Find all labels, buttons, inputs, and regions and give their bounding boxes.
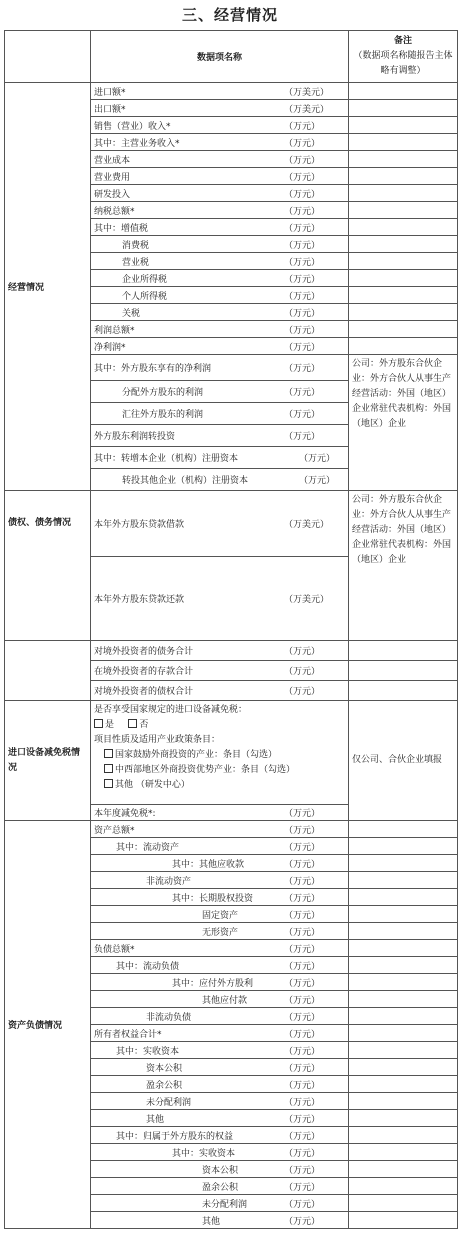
row-label: 营业成本: [94, 155, 131, 166]
row-unit: （万元）: [284, 1114, 321, 1125]
row-label: 本年外方股东贷款还款: [94, 595, 185, 605]
note-cell[interactable]: [349, 1178, 458, 1195]
row-label: 其中：外方股东享有的净利润: [94, 364, 212, 374]
note-cell[interactable]: [349, 1059, 458, 1076]
column-header-note: [349, 31, 458, 83]
note-cell-shareholder: 公司：外方股东合伙企业：外方合伙人从事生产经营活动：外国（地区）企业常驻代表机构：外国（地区）企业: [349, 491, 458, 641]
row-label: 利润总额*: [94, 325, 135, 336]
row-label: 其中：流动资产: [116, 842, 180, 853]
import-question-2: 项目性质及适用产业政策条目：: [94, 735, 221, 745]
table-row: [5, 821, 458, 838]
row-unit: （万元）: [284, 388, 321, 398]
row-unit: （万元）: [284, 274, 321, 285]
no-label: 否: [139, 720, 149, 730]
note-header-body: （数据项名称随报告主体略有调整）: [353, 51, 453, 76]
row-label: 其中：实收资本: [172, 1148, 236, 1159]
row-unit: （万元）: [284, 809, 321, 819]
note-cell[interactable]: [349, 641, 458, 661]
note-cell[interactable]: [349, 821, 458, 838]
row-label: 未分配利润: [146, 1097, 192, 1108]
row-label: 企业所得税: [122, 274, 168, 285]
row-unit: （万元）: [284, 1063, 321, 1074]
note-cell-shareholder: 公司：外方股东合伙企业：外方合伙人从事生产经营活动：外国（地区）企业常驻代表机构：外国（地区）企业: [349, 355, 458, 491]
row-label: 负债总额*: [94, 944, 135, 955]
row-label: 出口额*: [94, 104, 126, 115]
row-label: 转投其他企业（机构）注册资本: [122, 476, 249, 486]
row-label: 进口额*: [94, 87, 126, 98]
note-cell[interactable]: [349, 661, 458, 681]
row-unit: （万元）: [284, 172, 321, 183]
note-cell[interactable]: [349, 134, 458, 151]
row-unit: （万元）: [284, 978, 321, 989]
row-label: 无形资产: [202, 927, 239, 938]
data-table: [4, 30, 458, 1229]
row-unit: （万元）: [284, 1131, 321, 1142]
note-cell[interactable]: [349, 1093, 458, 1110]
note-cell[interactable]: [349, 236, 458, 253]
note-cell[interactable]: [349, 1144, 458, 1161]
row-label: 本年度减免税*:: [94, 809, 156, 819]
table-header-row: [5, 31, 458, 83]
note-cell[interactable]: [349, 1025, 458, 1042]
row-unit: （万元）: [284, 121, 321, 132]
table-row: [5, 701, 458, 805]
option-label: 国家鼓励外商投资的产业：条目（勾选）: [115, 750, 278, 760]
row-unit: （万元）: [284, 667, 321, 677]
note-cell[interactable]: [349, 855, 458, 872]
row-label: 所有者权益合计*: [94, 1029, 162, 1040]
checkbox-yes[interactable]: [94, 719, 103, 728]
section-label-balance: 资产负债情况: [5, 821, 91, 1229]
note-cell[interactable]: [349, 906, 458, 923]
row-unit: （万元）: [284, 1148, 321, 1159]
row-label: 资产总额*: [94, 825, 135, 836]
note-cell-import: 仅公司、合伙企业填报: [349, 701, 458, 821]
row-unit: （万元）: [284, 944, 321, 955]
row-unit: （万元）: [284, 893, 321, 904]
section-label-debt: 债权、债务情况: [5, 491, 91, 641]
note-cell[interactable]: [349, 253, 458, 270]
row-label: 盈余公积: [146, 1080, 183, 1091]
row-label: 其中：主营业务收入*: [94, 138, 180, 149]
row-unit: （万元）: [284, 364, 321, 374]
section-label-ops: 经营情况: [5, 83, 91, 491]
section-label-import: 进口设备减免税情况: [5, 701, 91, 821]
row-label: 其中：实收资本: [116, 1046, 180, 1057]
row-unit: （万元）: [299, 476, 336, 486]
row-label: 分配外方股东的利润: [122, 388, 204, 398]
row-unit: （万元）: [284, 410, 321, 420]
row-unit: （万元）: [284, 1029, 321, 1040]
row-label: 其中：归属于外方股东的权益: [116, 1131, 234, 1142]
row-label: 研发投入: [94, 189, 131, 200]
page-title: 三、经营情况: [181, 6, 278, 24]
note-cell[interactable]: [349, 304, 458, 321]
row-unit: （万元）: [284, 223, 321, 234]
row-unit: （万元）: [284, 910, 321, 921]
note-cell[interactable]: [349, 991, 458, 1008]
row-label: 个人所得税: [122, 291, 168, 302]
note-cell[interactable]: [349, 117, 458, 134]
row-label: 非流动负债: [146, 1012, 192, 1023]
note-cell[interactable]: [349, 1161, 458, 1178]
note-cell[interactable]: [349, 940, 458, 957]
note-header-title: 备注: [393, 36, 412, 46]
import-question-1: 是否享受国家规定的进口设备减免税：: [94, 705, 248, 715]
row-unit: （万元）: [284, 995, 321, 1006]
row-label: 纳税总额*: [94, 206, 135, 217]
note-cell[interactable]: [349, 889, 458, 906]
row-label: 资本公积: [202, 1165, 239, 1176]
note-cell[interactable]: [349, 1127, 458, 1144]
note-cell[interactable]: [349, 974, 458, 991]
note-cell[interactable]: [349, 321, 458, 338]
row-unit: （万美元）: [284, 520, 330, 530]
note-cell[interactable]: [349, 1195, 458, 1212]
row-label: 盈余公积: [202, 1182, 239, 1193]
note-cell[interactable]: [349, 923, 458, 940]
note-cell[interactable]: [349, 83, 458, 100]
row-unit: （万元）: [284, 138, 321, 149]
note-cell[interactable]: [349, 1042, 458, 1059]
table-row: [5, 83, 458, 100]
import-options-cell: [91, 701, 349, 805]
row-unit: （万元）: [284, 1182, 321, 1193]
table-row: [5, 641, 458, 661]
row-unit: （万元）: [284, 1097, 321, 1108]
yes-label: 是: [105, 720, 115, 730]
row-label: 其他: [146, 1114, 165, 1125]
row-unit: （万元）: [284, 308, 321, 319]
row-label: 净利润*: [94, 342, 126, 353]
column-header-name: 数据项名称: [91, 31, 349, 83]
row-unit: （万元）: [284, 647, 321, 657]
note-cell[interactable]: [349, 202, 458, 219]
row-unit: （万元）: [284, 1046, 321, 1057]
note-cell[interactable]: [349, 219, 458, 236]
option-label: 中西部地区外商投资优势产业：条目（勾选）: [115, 765, 296, 775]
row-label: 其他应付款: [202, 995, 248, 1006]
note-cell[interactable]: [349, 1212, 458, 1229]
row-label: 其他: [202, 1216, 221, 1227]
note-cell[interactable]: [349, 168, 458, 185]
row-unit: （万元）: [284, 325, 321, 336]
note-cell[interactable]: [349, 1076, 458, 1093]
note-cell[interactable]: [349, 100, 458, 117]
note-cell[interactable]: [349, 681, 458, 701]
row-label: 本年外方股东贷款借款: [94, 520, 185, 530]
yes-no-choice: [94, 718, 345, 733]
row-unit: （万美元）: [284, 87, 330, 98]
row-label: 其中：其他应收款: [172, 859, 245, 870]
checkbox-other[interactable]: [104, 779, 113, 788]
note-cell[interactable]: [349, 270, 458, 287]
row-unit: （万元）: [284, 825, 321, 836]
option-row: [94, 778, 345, 793]
note-cell[interactable]: [349, 1110, 458, 1127]
row-label: 营业税: [122, 257, 150, 268]
row-unit: （万元）: [284, 1216, 321, 1227]
row-unit: （万元）: [284, 155, 321, 166]
option-row: [94, 763, 345, 778]
note-cell[interactable]: [349, 872, 458, 889]
row-unit: （万美元）: [284, 595, 330, 605]
row-label: 外方股东利润转投资: [94, 432, 176, 442]
row-label: 其中：应付外方股利: [172, 978, 254, 989]
row-label: 资本公积: [146, 1063, 183, 1074]
checkbox-central-western[interactable]: [104, 764, 113, 773]
row-unit: （万元）: [299, 454, 336, 464]
note-cell[interactable]: [349, 151, 458, 168]
row-unit: （万元）: [284, 876, 321, 887]
row-unit: （万元）: [284, 189, 321, 200]
row-label: 对境外投资者的债权合计: [94, 687, 194, 697]
row-unit: （万元）: [284, 961, 321, 972]
row-unit: （万元）: [284, 257, 321, 268]
row-unit: （万元）: [284, 859, 321, 870]
row-unit: （万元）: [284, 291, 321, 302]
row-label: 关税: [122, 308, 141, 319]
row-label: 其中：长期股权投资: [172, 893, 254, 904]
checkbox-encouraged[interactable]: [104, 749, 113, 758]
row-label: 未分配利润: [202, 1199, 248, 1210]
row-unit: （万元）: [284, 1080, 321, 1091]
checkbox-no[interactable]: [128, 719, 137, 728]
row-label: 其中：流动负债: [116, 961, 180, 972]
row-label: 营业费用: [94, 172, 131, 183]
row-label: 其中：增值税: [94, 223, 149, 234]
row-unit: （万元）: [284, 240, 321, 251]
row-unit: （万元）: [284, 342, 321, 353]
note-cell[interactable]: [349, 287, 458, 304]
row-unit: （万元）: [284, 1199, 321, 1210]
row-label: 在境外投资者的存款合计: [94, 667, 194, 677]
row-label: 非流动资产: [146, 876, 192, 887]
row-label: 其中：转增本企业（机构）注册资本: [94, 454, 239, 464]
note-cell[interactable]: [349, 1008, 458, 1025]
row-unit: （万元）: [284, 687, 321, 697]
note-cell[interactable]: [349, 338, 458, 355]
option-row: [94, 748, 345, 763]
row-unit: （万元）: [284, 206, 321, 217]
row-unit: （万元）: [284, 842, 321, 853]
row-unit: （万元）: [284, 1012, 321, 1023]
note-cell[interactable]: [349, 838, 458, 855]
option-label: 其他 （研发中心）: [115, 780, 190, 790]
row-label: 固定资产: [202, 910, 239, 921]
row-label: 销售（营业）收入*: [94, 121, 171, 132]
row-label: 对境外投资者的债务合计: [94, 647, 194, 657]
row-unit: （万元）: [284, 1165, 321, 1176]
row-label: 消费税: [122, 240, 150, 251]
table-row: [5, 491, 458, 557]
row-unit: （万元）: [284, 432, 321, 442]
note-cell[interactable]: [349, 185, 458, 202]
row-label: 汇往外方股东的利润: [122, 410, 204, 420]
row-unit: （万美元）: [284, 104, 330, 115]
note-cell[interactable]: [349, 957, 458, 974]
row-unit: （万元）: [284, 927, 321, 938]
